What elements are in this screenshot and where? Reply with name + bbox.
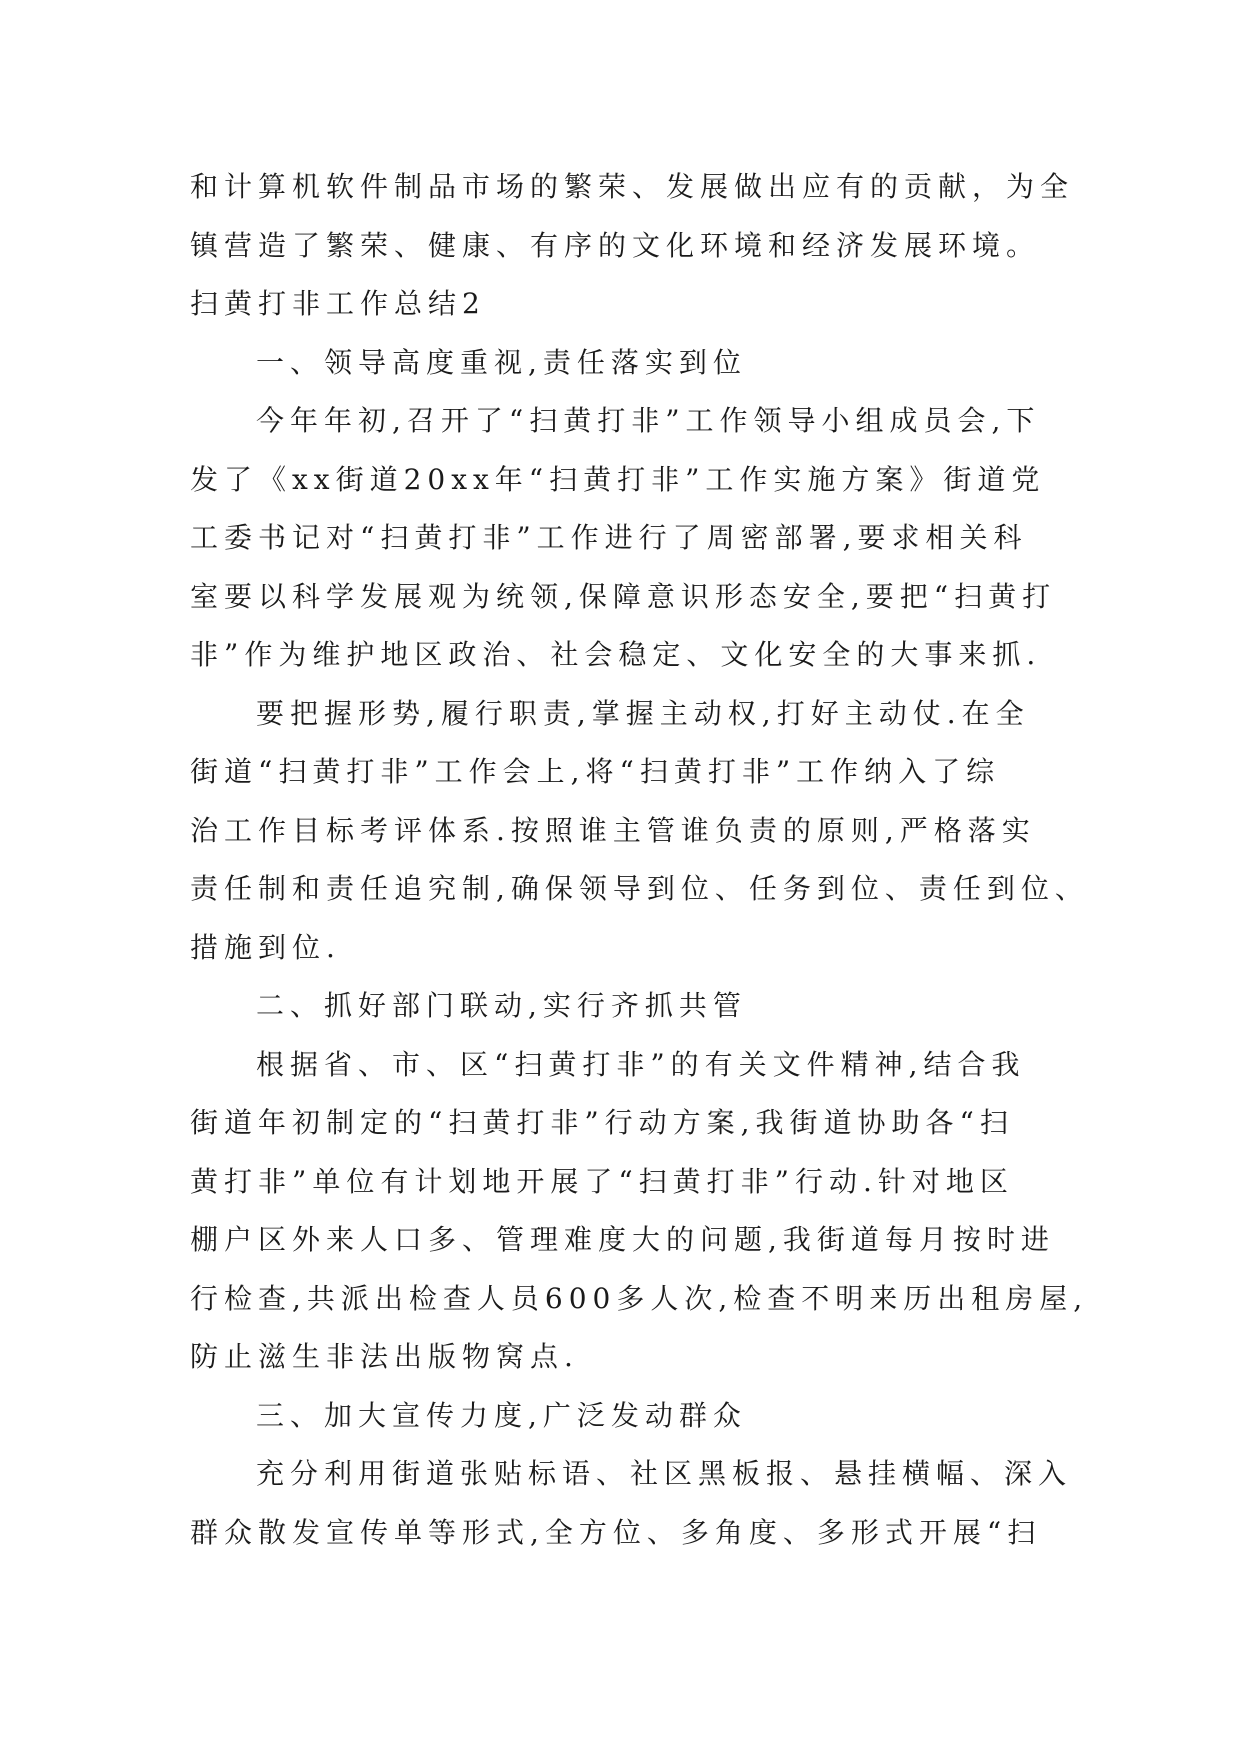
text-line: 责任制和责任追究制,确保领导到位、任务到位、责任到位、 xyxy=(190,872,1089,905)
text-line: 镇营造了繁荣、健康、有序的文化环境和经济发展环境。 xyxy=(190,228,1041,262)
text-line: 治工作目标考评体系.按照谁主管谁负责的原则,严格落实 xyxy=(190,813,1036,847)
text-line: 充分利用街道张贴标语、社区黑板报、悬挂横幅、深入 xyxy=(256,1457,1073,1490)
text-line: 工委书记对“扫黄打非”工作进行了周密部署,要求相关科 xyxy=(190,521,1028,554)
text-line: 今年年初,召开了“扫黄打非”工作领导小组成员会,下 xyxy=(256,404,1041,437)
text-line: 非”作为维护地区政治、社会稳定、文化安全的大事来抓. xyxy=(190,638,1042,671)
text-line: 发了《xx街道20xx年“扫黄打非”工作实施方案》街道党 xyxy=(190,462,1046,496)
text-line: 棚户区外来人口多、管理难度大的问题,我街道每月按时进 xyxy=(190,1223,1055,1256)
heading-1: 一、领导高度重视,责任落实到位 xyxy=(256,345,747,379)
text-line: 街道“扫黄打非”工作会上,将“扫黄打非”工作纳入了综 xyxy=(190,755,1001,788)
text-line: 根据省、市、区“扫黄打非”的有关文件精神,结合我 xyxy=(256,1047,1026,1081)
text-line: 街道年初制定的“扫黄打非”行动方案,我街道协助各“扫 xyxy=(190,1106,1014,1139)
heading-2: 二、抓好部门联动,实行齐抓共管 xyxy=(256,989,747,1022)
heading-3: 三、加大宣传力度,广泛发动群众 xyxy=(256,1398,747,1432)
text-line: 防止滋生非法出版物窝点. xyxy=(190,1340,579,1373)
text-line: 措施到位. xyxy=(190,930,341,964)
text-line: 行检查,共派出检查人员600多人次,检查不明来历出租房屋, xyxy=(190,1281,1089,1315)
document-body xyxy=(190,158,1089,1562)
text-line: 黄打非”单位有计划地开展了“扫黄打非”行动.针对地区 xyxy=(190,1164,1014,1198)
section-title: 扫黄打非工作总结2 xyxy=(190,287,486,320)
text-line: 要把握形势,履行职责,掌握主动权,打好主动仗.在全 xyxy=(256,696,1030,730)
text-line: 和计算机软件制品市场的繁荣、发展做出应有的贡献，为全 xyxy=(190,170,1075,203)
text-line: 室要以科学发展观为统领,保障意识形态安全,要把“扫黄打 xyxy=(190,579,1057,613)
text-line: 群众散发宣传单等形式,全方位、多角度、多形式开展“扫 xyxy=(190,1515,1042,1549)
